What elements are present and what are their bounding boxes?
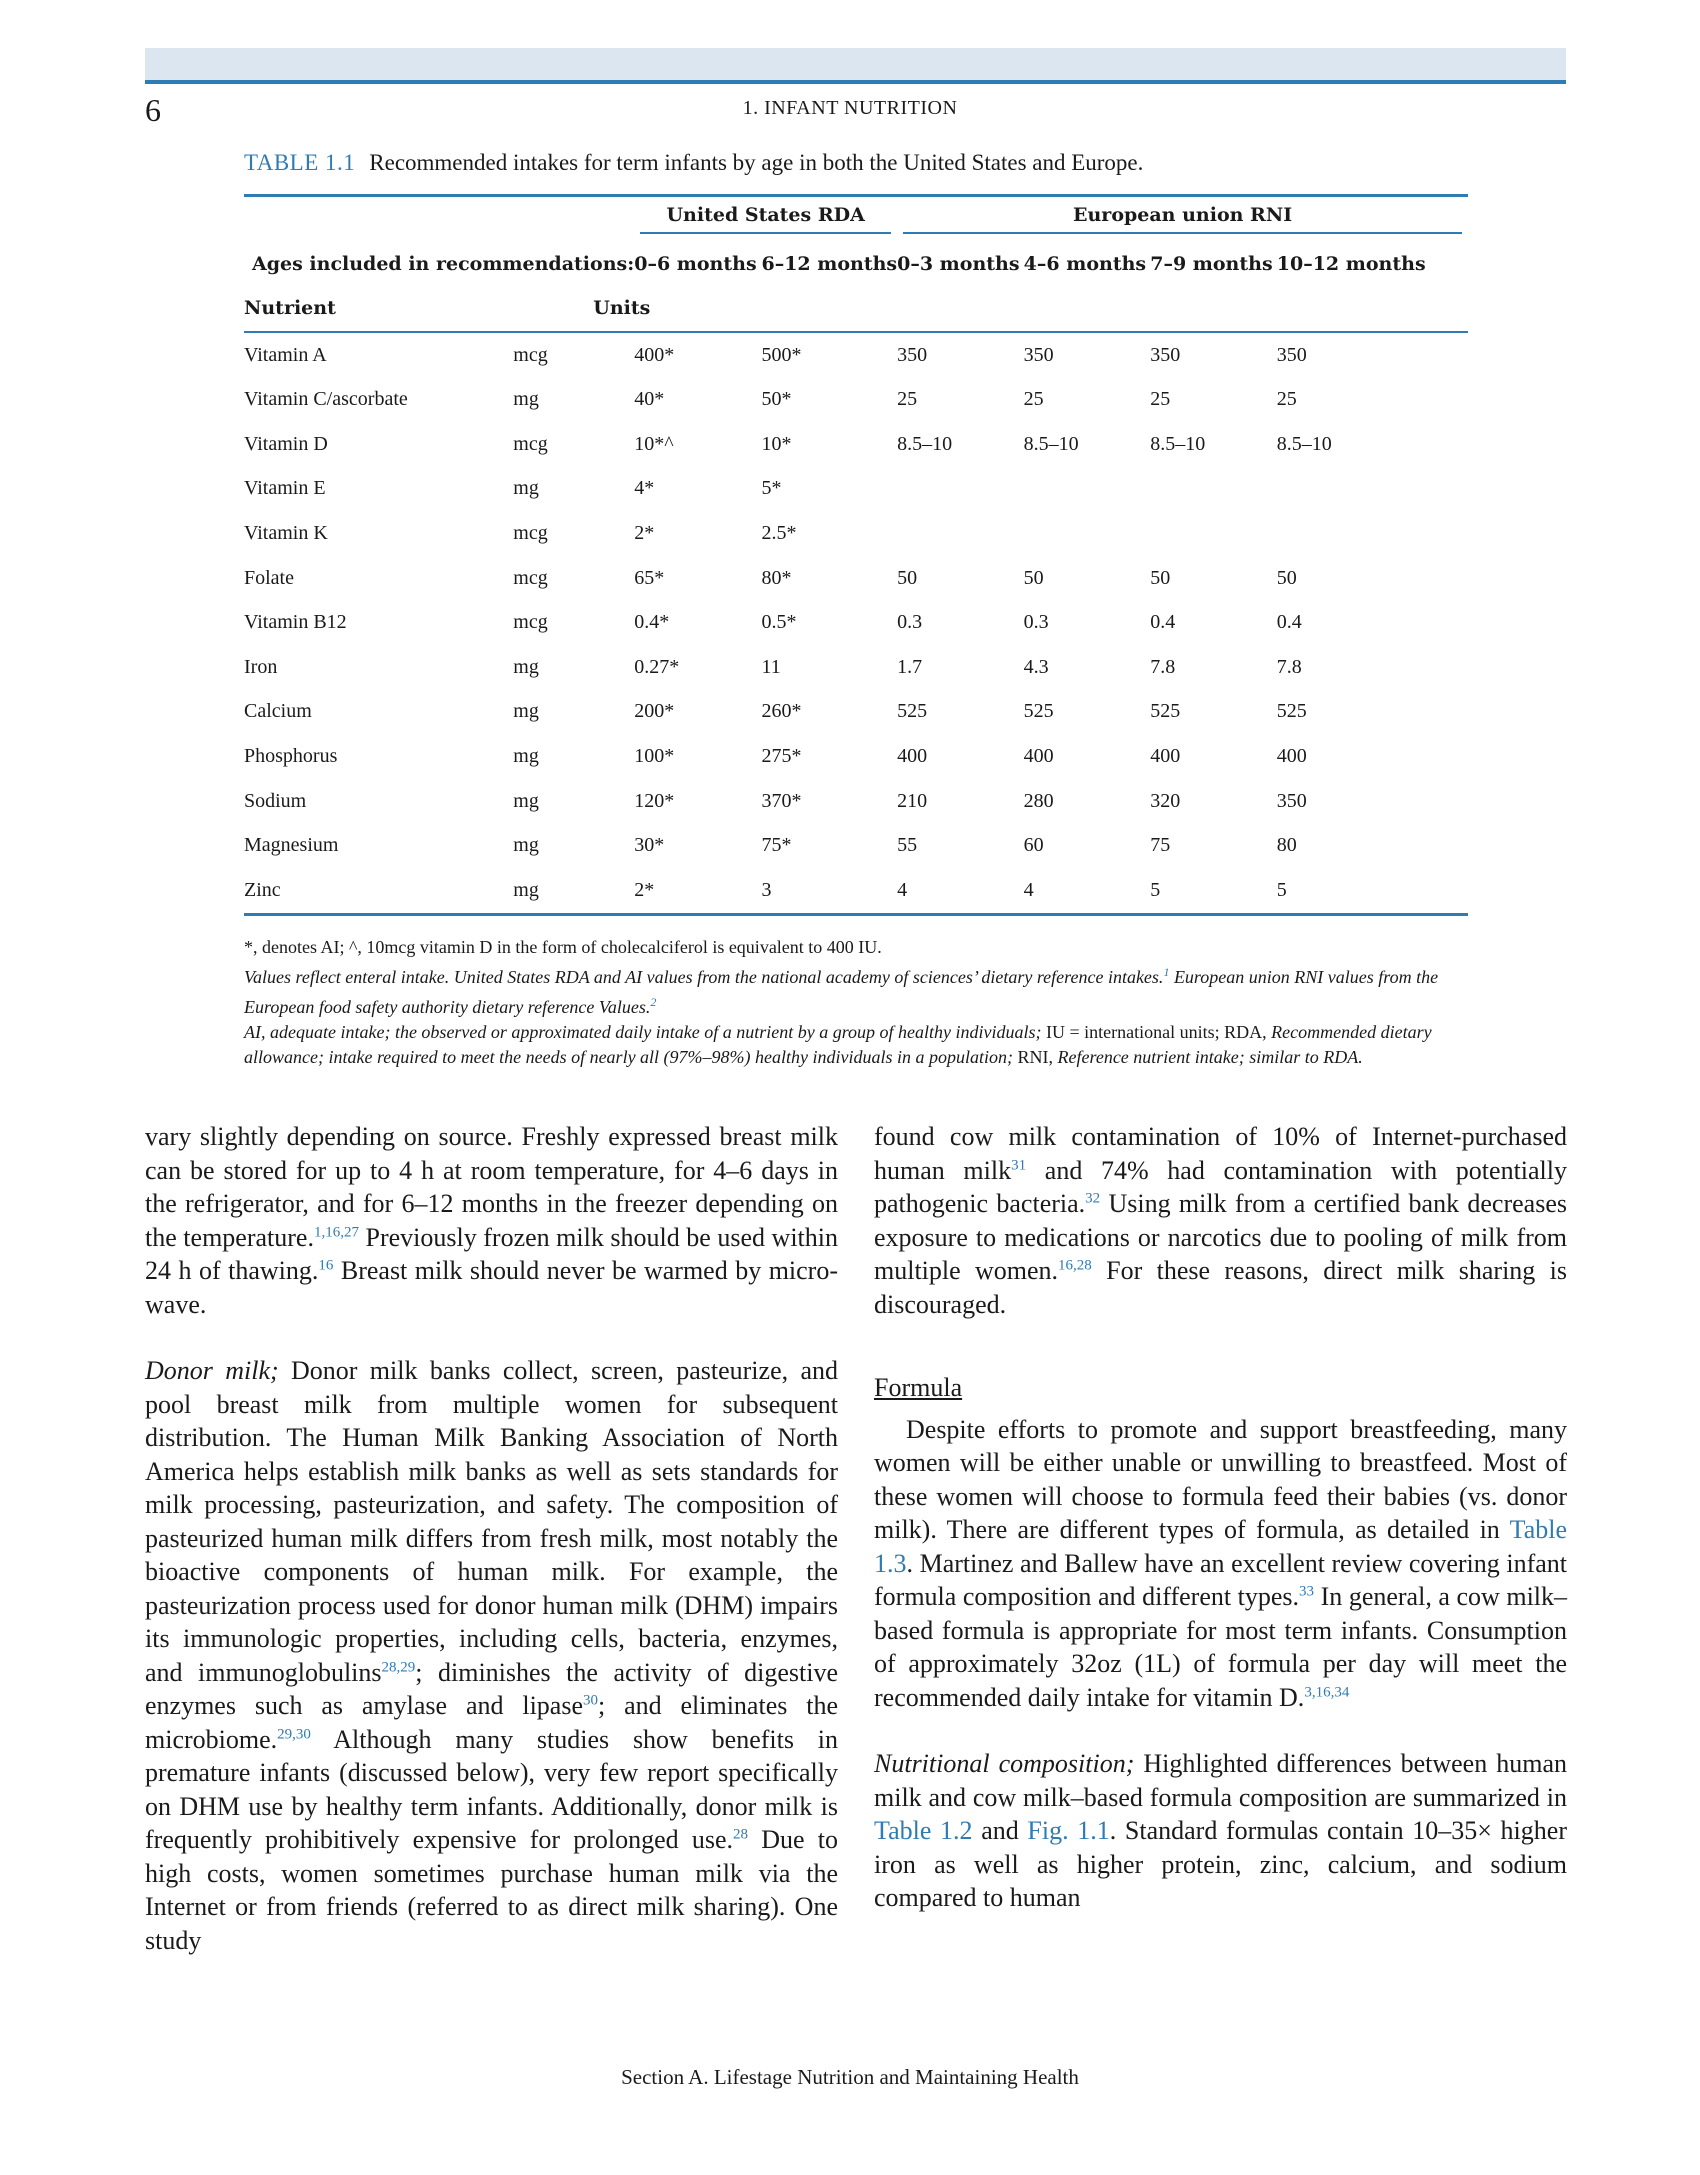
group-us-rda: United States RDA: [640, 204, 891, 234]
intake-value: 400: [897, 744, 928, 767]
citation[interactable]: 28,29: [381, 1658, 416, 1675]
nutrient-units: mcg: [513, 432, 548, 455]
intake-value: 8.5–10: [1023, 432, 1079, 455]
table-notes: [244, 935, 1468, 1070]
intake-value: 50: [897, 566, 918, 589]
table-row: [244, 868, 1468, 914]
table-ages-row: [244, 242, 1468, 287]
citation[interactable]: 33: [1299, 1583, 1315, 1600]
nutrient-name: Vitamin K: [244, 521, 328, 544]
table-row: [244, 377, 1468, 422]
table-row: [244, 734, 1468, 779]
paragraph-lead: Nutritional composition;: [874, 1749, 1135, 1778]
intake-value: 80*: [761, 566, 792, 589]
nutrient-name: Vitamin E: [244, 477, 326, 500]
intake-value: 5: [1277, 868, 1468, 914]
intake-value: 65*: [634, 566, 665, 589]
nutrient-name: Folate: [244, 566, 294, 589]
intake-value: 525: [1023, 700, 1054, 723]
table-row: [244, 690, 1468, 735]
intake-value: 0.4: [1276, 611, 1302, 634]
intake-value: 8.5–10: [897, 432, 953, 455]
intake-value: 25: [897, 388, 918, 411]
table-row: [244, 823, 1468, 868]
intake-value: [1024, 511, 1151, 556]
nutrient-name: Vitamin C/ascorbate: [244, 388, 408, 411]
intake-value: 60: [1023, 834, 1044, 857]
intake-value: 400*: [634, 343, 675, 366]
intake-value: 5*: [761, 477, 782, 500]
units-header: Units: [513, 286, 1468, 332]
table-row: [244, 332, 1468, 378]
nutrient-name: Iron: [244, 655, 278, 678]
intake-value: [1150, 511, 1277, 556]
citation[interactable]: 29,30: [277, 1725, 311, 1742]
table-row: [244, 600, 1468, 645]
intake-value: 500*: [761, 343, 802, 366]
paragraph: found cow milk contamination of 10% of Internet-purchased human milk$^{31}$ and 74% had contamination with potentially pathogenic bacteria.$^{32}$ Using milk from a certified bank decreases exposure to medications or narcotics due to pooling of milk from multiple women.$^{16,28}$ For these reasons, direct milk sharing is discouraged.: [874, 1122, 1567, 1319]
intake-value: 80: [1276, 834, 1297, 857]
paragraph-lead: Donor milk;: [145, 1356, 279, 1385]
intake-value: [897, 511, 1024, 556]
age-header: 6–12 months: [761, 252, 898, 275]
intake-value: 4: [897, 868, 1024, 914]
intake-value: [1277, 511, 1468, 556]
intake-value: 7.8: [1150, 655, 1176, 678]
intake-value: 8.5–10: [1276, 432, 1332, 455]
intake-value: 260*: [761, 700, 802, 723]
age-header: 0–6 months: [634, 252, 757, 275]
intake-value: 10*: [761, 432, 792, 455]
table-group-header-row: [244, 196, 1468, 242]
table-row: [244, 511, 1468, 556]
table-row: [244, 556, 1468, 601]
intake-value: 25: [1150, 388, 1171, 411]
link-fig-1-1[interactable]: Fig. 1.1: [1027, 1816, 1110, 1845]
nutrient-name: Calcium: [244, 700, 312, 723]
nutrient-units: mcg: [513, 566, 548, 589]
citation[interactable]: 16,28: [1058, 1257, 1092, 1274]
nutrient-header: Nutrient: [244, 286, 513, 332]
intake-value: 120*: [634, 789, 675, 812]
note-ref[interactable]: 2: [650, 995, 657, 1009]
intake-value: 11: [761, 655, 781, 678]
nutrient-name: Phosphorus: [244, 744, 338, 767]
intake-value: 100*: [634, 744, 675, 767]
intake-value: [1024, 467, 1151, 512]
nutrient-name: Zinc: [244, 868, 513, 914]
intake-value: 2*: [634, 868, 761, 914]
intake-value: 1.7: [897, 655, 923, 678]
nutrient-units: mg: [513, 868, 634, 914]
intake-value: 0.3: [897, 611, 923, 634]
intake-value: 25: [1276, 388, 1297, 411]
intake-value: 40*: [634, 388, 665, 411]
intake-value: 50*: [761, 388, 792, 411]
intake-value: 50: [1150, 566, 1171, 589]
table-row: [244, 779, 1468, 824]
intake-value: 50: [1276, 566, 1297, 589]
intake-value: 25: [1023, 388, 1044, 411]
intake-value: 0.27*: [634, 655, 680, 678]
page-number: 6: [145, 92, 161, 128]
nutrient-units: mcg: [513, 521, 548, 544]
intake-value: 4: [1024, 868, 1151, 914]
nutrient-units: mg: [513, 655, 539, 678]
nutrient-units: mcg: [513, 611, 548, 634]
paragraph: vary slightly depending on source. Freshly expressed breast milk can be stored for up to 4 h at room temperature, for 4–6 days in the refrigerator, and for 6–12 months in the freezer depending on the temperature.$^{1,16,27}$ Previously frozen milk should be used within 24 h of thawing.$^{16}$ Breast milk should never be warmed by micro-wave.: [145, 1122, 838, 1319]
note-ref[interactable]: 1: [1163, 965, 1170, 979]
right-column: [874, 1120, 1567, 1915]
intake-value: 4*: [634, 477, 655, 500]
note-abbreviations: *, denotes AI; ^, 10mcg vitamin D in the form of cholecalciferol is equivalent to 400 IU.: [244, 937, 882, 957]
intake-value: 0.3: [1023, 611, 1049, 634]
intake-value: 525: [1150, 700, 1181, 723]
intake-value: 5: [1150, 868, 1277, 914]
intake-value: 0.4: [1150, 611, 1176, 634]
paragraph-formula: Despite efforts to promote and support breastfeeding, many women will be either unable or unwilling to breastfeed. Most of these women will choose to formula feed their babies (vs. donor milk). There are different types of formula, as detailed in Table 1.3. Martinez and Ballew have an excellent review covering infant formula composition and different types.$^{33}$ In general, a cow milk–based formula is appropriate for most term infants. Consumption of approximately 32oz (1L) of formula per day will meet the recommended daily intake for vitamin D.$^{3,16,34}$: [874, 1414, 1568, 1712]
intake-value: 2*: [634, 521, 655, 544]
intake-value: 280: [1023, 789, 1054, 812]
intake-value: 200*: [634, 700, 675, 723]
table-column-header-row: [244, 286, 1468, 332]
table-label: TABLE 1.1: [244, 150, 356, 175]
note-sources: Values reflect enteral intake. United States RDA and AI values from the national academy of sciences’ dietary reference intakes.$^1$ European union RNI values from the European food safety authority dietary reference Values.$^2$: [244, 965, 1439, 1017]
citation[interactable]: 3,16,34: [1304, 1683, 1350, 1700]
section-heading-formula: Formula: [874, 1373, 963, 1402]
intake-value: 350: [1023, 343, 1054, 366]
intake-value: 400: [1276, 744, 1307, 767]
intake-value: 55: [897, 834, 918, 857]
intake-value: 8.5–10: [1150, 432, 1206, 455]
nutrient-units: mg: [513, 700, 539, 723]
table-caption: [244, 150, 1143, 176]
citation[interactable]: 30: [583, 1692, 598, 1709]
intake-value: 10*^: [634, 432, 674, 455]
intake-value: 400: [1023, 744, 1054, 767]
citation[interactable]: 1,16,27: [313, 1223, 359, 1240]
intake-value: 2.5*: [761, 521, 797, 544]
intake-value: 0.4*: [634, 611, 670, 634]
ages-label: Ages included in recommendations:: [252, 252, 635, 275]
running-head: 1. INFANT NUTRITION: [742, 97, 958, 119]
nutrient-units: mg: [513, 834, 539, 857]
nutrient-name: Magnesium: [244, 834, 339, 857]
intake-value: 350: [1276, 789, 1307, 812]
link-table-1-2[interactable]: Table 1.2: [874, 1816, 973, 1845]
nutrient-name: Vitamin B12: [244, 611, 347, 634]
intake-value: 30*: [634, 834, 665, 857]
citation[interactable]: 32: [1085, 1190, 1101, 1207]
left-column: [145, 1120, 838, 1957]
nutrient-name: Sodium: [244, 789, 307, 812]
age-header: 0–3 months: [897, 252, 1020, 275]
intake-value: 3: [761, 868, 897, 914]
nutrient-units: mg: [513, 388, 539, 411]
intake-value: 350: [1276, 343, 1307, 366]
age-header: 7–9 months: [1150, 252, 1273, 275]
intake-value: 75: [1150, 834, 1171, 857]
intake-value: 7.8: [1276, 655, 1302, 678]
age-header: 10–12 months: [1276, 252, 1426, 275]
nutrient-units: mg: [513, 744, 539, 767]
citation[interactable]: 28: [733, 1826, 749, 1843]
link-table-1-3[interactable]: Table 1.3: [874, 1515, 1567, 1578]
intake-value: [1150, 467, 1277, 512]
table-caption-text: Recommended intakes for term infants by age in both the United States and Europe.: [369, 150, 1144, 175]
nutrient-table: [244, 194, 1468, 916]
intake-value: 370*: [761, 789, 802, 812]
group-eu-rni: European union RNI: [903, 204, 1462, 234]
intake-value: [1277, 467, 1468, 512]
citation[interactable]: 31: [1011, 1156, 1027, 1173]
intake-value: 350: [897, 343, 928, 366]
intake-value: 210: [897, 789, 928, 812]
nutrient-units: mg: [513, 477, 539, 500]
paragraph-donor-milk: Donor milk; Donor milk banks collect, screen, pasteurize, and pool breast milk from multiple women for subsequent distribution. The Human Milk Banking Association of North America helps establish milk banks as well as sets standards for milk processing, pasteurization, and safety. The composition of pasteurized human milk differs from fresh milk, most notably the bioactive components of human milk. For example, the pasteurization process used for donor human milk (DHM) impairs its immunologic properties, including cells, bacteria, enzymes, and immunoglobulins$^{28,29}$; diminishes the activity of digestive enzymes such as amylase and lipase$^{30}$; and eliminates the microbiome.$^{29,30}$ Although many studies show benefits in premature infants (discussed below), very few report specifically on DHM use by healthy term infants. Additionally, donor milk is frequently prohibitively expensive for prolonged use.$^{28}$ Due to high costs, women sometimes purchase human milk via the Internet or from friends (referred to as direct milk sharing). One study: [145, 1356, 838, 1955]
note-definitions: AI, adequate intake; the observed or approximated daily intake of a nutrient by a group of healthy individuals; IU = international units; RDA, Recommended dietary allowance; intake required to meet the needs of nearly all (97%–98%) healthy individuals in a population; RNI, Reference nutrient intake; similar to RDA.: [244, 1022, 1432, 1067]
nutrient-units: mcg: [513, 343, 548, 366]
intake-value: 400: [1150, 744, 1181, 767]
intake-value: 350: [1150, 343, 1181, 366]
nutrient-name: Vitamin D: [244, 432, 328, 455]
intake-value: [897, 467, 1024, 512]
nutrient-name: Vitamin A: [244, 343, 327, 366]
header-band: [145, 48, 1566, 84]
intake-value: 320: [1150, 789, 1181, 812]
citation[interactable]: 16: [318, 1257, 334, 1274]
table-row: [244, 422, 1468, 467]
nutrient-units: mg: [513, 789, 539, 812]
intake-value: 275*: [761, 744, 802, 767]
intake-value: 525: [1276, 700, 1307, 723]
intake-value: 0.5*: [761, 611, 797, 634]
intake-value: 75*: [761, 834, 792, 857]
table-body: [244, 332, 1468, 914]
page-footer: Section A. Lifestage Nutrition and Maintaining Health: [621, 2065, 1079, 2089]
table-row: [244, 467, 1468, 512]
table-row: [244, 645, 1468, 690]
intake-value: 4.3: [1023, 655, 1049, 678]
intake-value: 50: [1023, 566, 1044, 589]
age-header: 4–6 months: [1023, 252, 1147, 275]
paragraph-nutritional-composition: Nutritional composition; Highlighted differences between human milk and cow milk–based formula composition are summarized in Table 1.2 and Fig. 1.1. Standard formulas contain 10–35× higher iron as well as higher protein, zinc, calcium, and sodium compared to human: [874, 1749, 1567, 1912]
intake-value: 525: [897, 700, 928, 723]
